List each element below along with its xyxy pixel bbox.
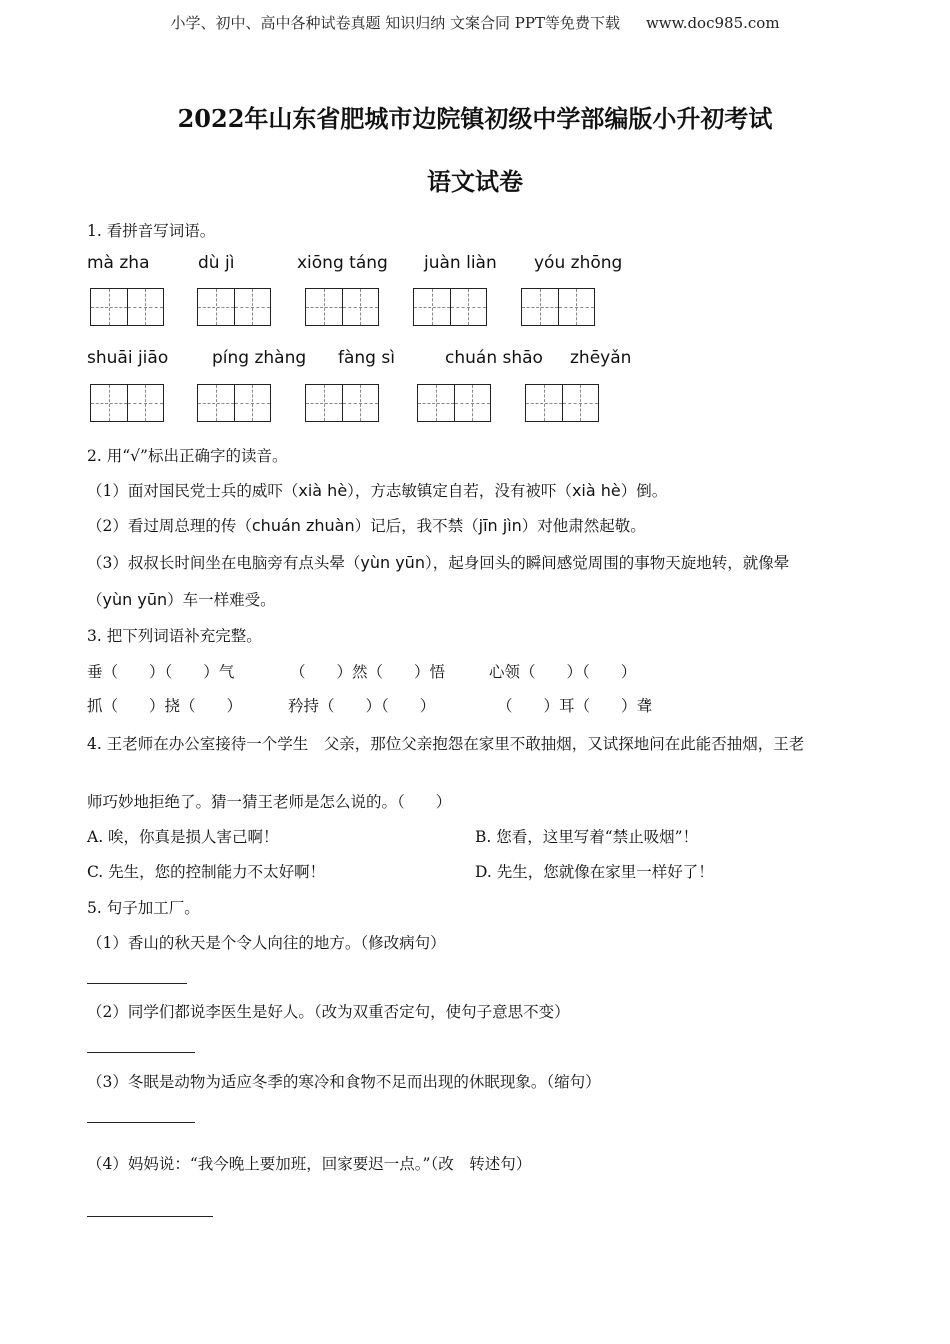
q1-pinyin: dù jì xyxy=(198,253,235,273)
q4-option-d: D. 先生，您就像在家里一样好了！ xyxy=(475,863,714,881)
writing-grid-box[interactable] xyxy=(521,288,595,326)
q1-pinyin: shuāi jiāo xyxy=(87,348,169,368)
q1-pinyin: fàng sì xyxy=(338,348,395,368)
banner-url: www.doc985.com xyxy=(645,14,780,32)
answer-line[interactable] xyxy=(87,1216,213,1217)
q3-idiom-blank: 抓（ ）挠（ ） xyxy=(87,697,243,715)
page-subtitle: 语文试卷 xyxy=(427,167,523,196)
writing-grid-box[interactable] xyxy=(525,384,599,422)
q2-prompt: 2. 用“√”标出正确字的读音。 xyxy=(87,447,288,465)
writing-grid-box[interactable] xyxy=(90,384,164,422)
q4-option-b: B. 您看，这里写着“禁止吸烟”！ xyxy=(475,828,699,846)
q1-pinyin: mà zha xyxy=(87,253,150,273)
writing-grid-box[interactable] xyxy=(197,384,271,422)
writing-grid-box[interactable] xyxy=(417,384,491,422)
page-banner xyxy=(0,12,950,33)
q2-sentence-2: （2）看过周总理的传（chuán zhuàn）记后，我不禁（jīn jìn）对他肃然起敬。 xyxy=(87,516,646,535)
q3-prompt: 3. 把下列词语补充完整。 xyxy=(87,627,262,645)
writing-grid-box[interactable] xyxy=(197,288,271,326)
q4-stem-cont: 师巧妙地拒绝了。猜一猜王老师是怎么说的。（ ） xyxy=(87,793,452,811)
q1-pinyin: píng zhàng xyxy=(212,348,307,368)
q3-idiom-blank: 心领（ ）（ ） xyxy=(489,663,637,681)
q1-pinyin: juàn liàn xyxy=(424,253,497,273)
q4-option-c: C. 先生，您的控制能力不太好啊！ xyxy=(87,863,326,881)
q4-option-a: A. 唉，你真是损人害己啊！ xyxy=(87,828,279,846)
q5-item-2: （2）同学们都说李医生是好人。（改为双重否定句，使句子意思不变） xyxy=(87,1003,570,1021)
q3-idiom-blank: 矜持（ ）（ ） xyxy=(288,697,436,715)
q1-pinyin: zhēyǎn xyxy=(570,348,632,368)
answer-line[interactable] xyxy=(87,1122,195,1123)
q1-pinyin: xiōng táng xyxy=(297,253,388,273)
banner-text: 小学、初中、高中各种试卷真题 知识归纳 文案合同 PPT等免费下载 xyxy=(170,14,620,32)
q1-pinyin: yóu zhōng xyxy=(534,253,623,273)
q3-idiom-blank: （ ）然（ ）悟 xyxy=(290,663,446,681)
q5-prompt: 5. 句子加工厂。 xyxy=(87,899,200,917)
q2-sentence-3-cont: （yùn yūn）车一样难受。 xyxy=(87,590,276,609)
q5-item-4: （4）妈妈说：“我今晚上要加班，回家要迟一点。”（改 转述句） xyxy=(87,1155,532,1173)
writing-grid-box[interactable] xyxy=(305,384,379,422)
writing-grid-box[interactable] xyxy=(305,288,379,326)
q4-stem: 4. 王老师在办公室接待一个学生 父亲，那位父亲抱怨在家里不敢抽烟，又试探地问在此能否抽烟，王老 xyxy=(87,735,805,753)
writing-grid-box[interactable] xyxy=(90,288,164,326)
q5-item-3: （3）冬眠是动物为适应冬季的寒冷和食物不足而出现的休眠现象。（缩句） xyxy=(87,1073,601,1091)
q2-sentence-1: （1）面对国民党士兵的威吓（xià hè），方志敏镇定自若，没有被吓（xià hè）倒。 xyxy=(87,481,668,500)
q2-sentence-3: （3）叔叔长时间坐在电脑旁有点头晕（yùn yūn），起身回头的瞬间感觉周围的事物天旋地转，就像晕 xyxy=(87,553,790,572)
q3-idiom-blank: 垂（ ）（ ）气 xyxy=(87,663,235,681)
q1-prompt: 1. 看拼音写词语。 xyxy=(87,222,216,240)
q3-idiom-blank: （ ）耳（ ）聋 xyxy=(497,697,653,715)
page-title: 2022年山东省肥城市边院镇初级中学部编版小升初考试 xyxy=(177,104,773,133)
q1-pinyin: chuán shāo xyxy=(445,348,543,368)
answer-line[interactable] xyxy=(87,983,187,984)
writing-grid-box[interactable] xyxy=(413,288,487,326)
answer-line[interactable] xyxy=(87,1052,195,1053)
q5-item-1: （1）香山的秋天是个令人向往的地方。（修改病句） xyxy=(87,934,446,952)
